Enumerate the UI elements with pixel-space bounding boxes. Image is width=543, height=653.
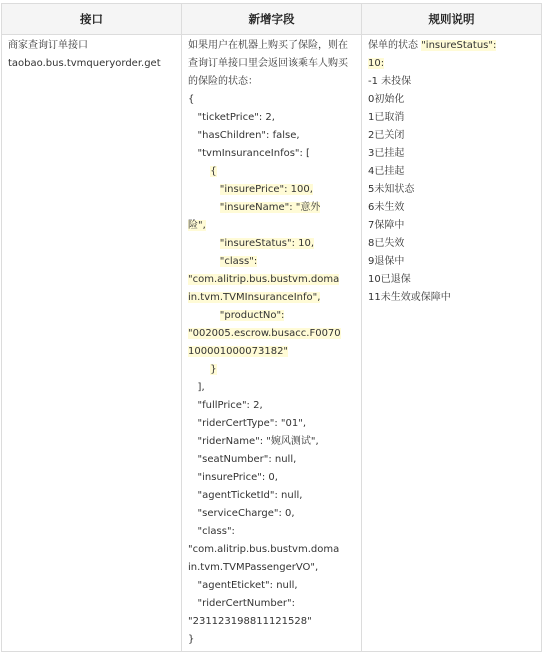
- field-intro: 如果用户在机器上购买了保险，则在查询订单接口里会返回该乘车人购买的保险的状态：: [188, 40, 348, 87]
- code-line: "ticketPrice": 2,: [188, 112, 275, 123]
- interface-method: taobao.bus.tvmqueryorder.get: [8, 58, 161, 69]
- rule-line: -1 未投保: [368, 76, 412, 87]
- code-line: [188, 289, 357, 307]
- code-line: ],: [188, 382, 205, 393]
- header-interface: 接口: [2, 4, 182, 35]
- rule-line: 3已挂起: [368, 148, 405, 159]
- rule-line: 10已退保: [368, 274, 411, 285]
- rule-line: 11未生效或保障中: [368, 292, 451, 303]
- code-line: "agentEticket": null,: [188, 580, 298, 591]
- rule-line: 保单的状态 "insureStatus":: [368, 40, 497, 51]
- code-highlight: in.tvm.TVMInsuranceInfo",: [188, 292, 321, 303]
- table-row: [2, 35, 542, 652]
- rule-highlight: "insureStatus":: [421, 40, 497, 51]
- interface-spec-table: [1, 3, 542, 652]
- table-header-row: [2, 4, 542, 35]
- code-highlight: {: [210, 166, 217, 177]
- code-highlight: "insureName": "意外: [219, 202, 321, 213]
- code-highlight: }: [210, 364, 217, 375]
- code-line: [188, 235, 357, 253]
- code-line: "class":: [188, 526, 235, 537]
- code-line: "tvmInsuranceInfos": [: [188, 148, 310, 159]
- code-highlight: "com.alitrip.bus.bustvm.doma: [188, 274, 340, 285]
- code-line: [188, 217, 357, 235]
- code-highlight: "productNo":: [219, 310, 285, 321]
- code-line: "riderName": "婉风测试",: [188, 436, 319, 447]
- code-highlight: 险",: [188, 220, 206, 231]
- code-line: [188, 181, 357, 199]
- code-line: [188, 307, 357, 325]
- rule-line: 6未生效: [368, 202, 405, 213]
- code-line: "agentTicketId": null,: [188, 490, 303, 501]
- rule-line: 5未知状态: [368, 184, 415, 195]
- code-line: "insurePrice": 0,: [188, 472, 278, 483]
- code-line: "231123198811121528": [188, 616, 312, 627]
- header-new-fields: 新增字段: [182, 4, 362, 35]
- rule-highlight: 10:: [368, 58, 385, 69]
- rule-line: 9退保中: [368, 256, 405, 267]
- code-line: [188, 163, 357, 181]
- code-line: }: [188, 634, 195, 645]
- rule-line: 7保障中: [368, 220, 405, 231]
- code-highlight: "class":: [219, 256, 258, 267]
- code-highlight: "002005.escrow.busacc.F0070: [188, 328, 341, 339]
- code-line: [188, 361, 357, 379]
- code-highlight: 100001000073182": [188, 346, 289, 357]
- rule-list: [368, 37, 537, 307]
- rule-line: 2已关闭: [368, 130, 405, 141]
- rule-line: 8已失效: [368, 238, 405, 249]
- code-line: in.tvm.TVMPassengerVO",: [188, 562, 319, 573]
- code-line: "serviceCharge": 0,: [188, 508, 295, 519]
- code-highlight: "insureStatus": 10,: [219, 238, 315, 249]
- interface-name: 商家查询订单接口: [8, 40, 88, 51]
- code-line: [188, 199, 357, 217]
- rule-line: 0初始化: [368, 94, 405, 105]
- rule-line: 1已取消: [368, 112, 405, 123]
- code-highlight: "insurePrice": 100,: [219, 184, 313, 195]
- code-line: [188, 343, 357, 361]
- rule-line: [368, 55, 537, 73]
- code-line: {: [188, 94, 195, 105]
- code-line: "fullPrice": 2,: [188, 400, 263, 411]
- code-line: "riderCertType": "01",: [188, 418, 307, 429]
- new-fields-cell: [182, 35, 362, 652]
- interface-cell: [2, 35, 182, 652]
- rule-line: 4已挂起: [368, 166, 405, 177]
- code-line: [188, 271, 357, 289]
- code-sample: [188, 91, 357, 649]
- code-line: "com.alitrip.bus.bustvm.doma: [188, 544, 340, 555]
- rule-cell: [362, 35, 542, 652]
- code-line: [188, 253, 357, 271]
- code-line: "riderCertNumber":: [188, 598, 295, 609]
- code-line: "seatNumber": null,: [188, 454, 297, 465]
- header-rule-description: 规则说明: [362, 4, 542, 35]
- code-line: [188, 325, 357, 343]
- code-line: "hasChildren": false,: [188, 130, 300, 141]
